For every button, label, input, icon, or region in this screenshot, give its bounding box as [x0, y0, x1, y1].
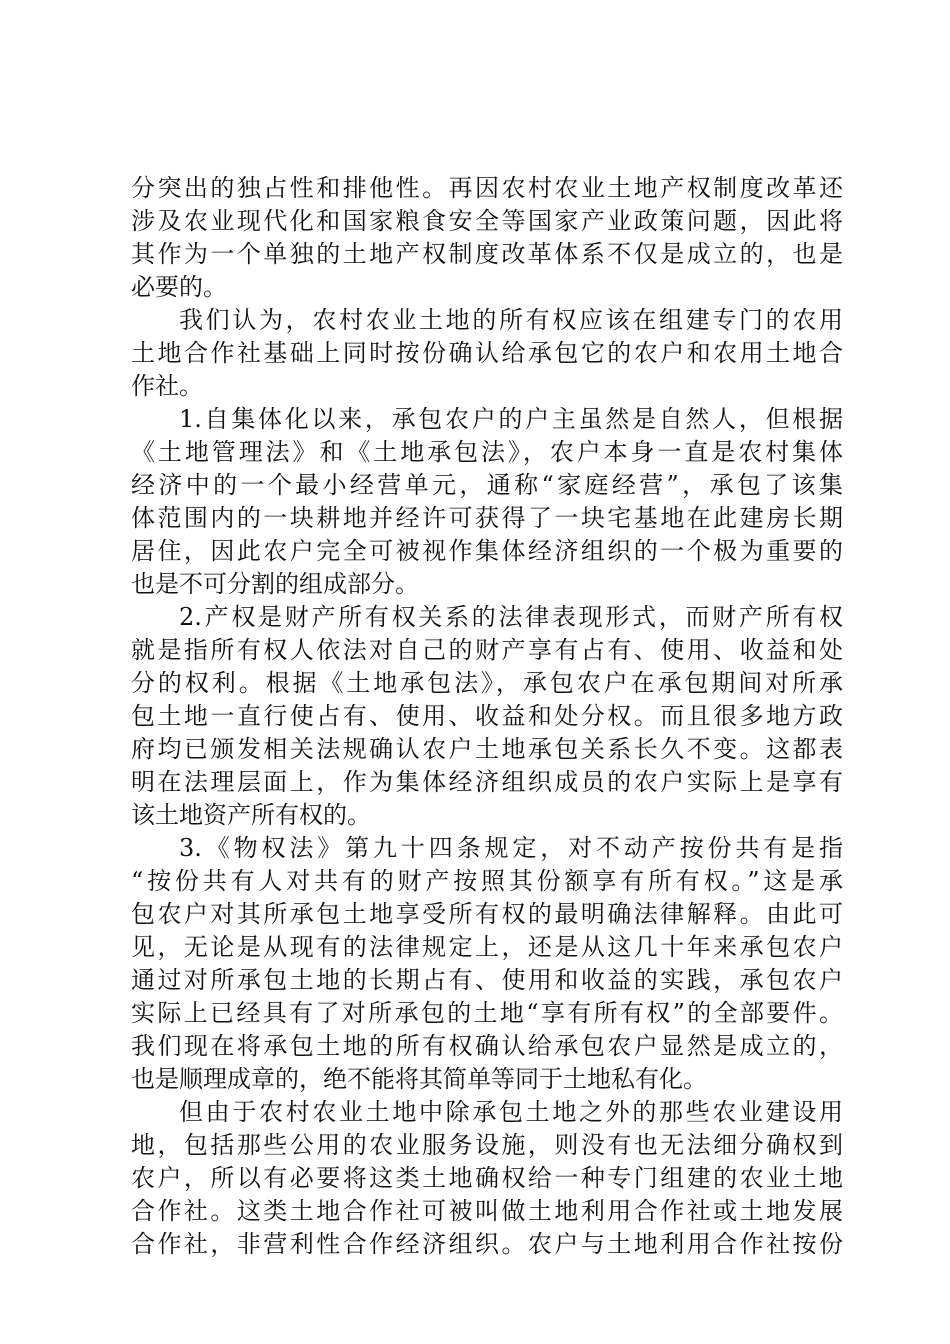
text-line: 我们认为，农村农业土地的所有权应该在组建专门的农用: [179, 306, 843, 334]
paragraph: [131, 403, 843, 601]
text-line: 必要的。: [131, 273, 227, 301]
paragraph: [131, 1096, 843, 1261]
text-line: “按份共有人对共有的财产按照其份额享有所有权。”这是承: [131, 867, 843, 895]
text-line: 该土地资产所有权的。: [131, 801, 371, 829]
text-line: 见，无论是从现有的法律规定上，还是从这几十年来承包农户: [131, 933, 843, 961]
text-line: 包土地一直行使占有、使用、收益和处分权。而且很多地方政: [131, 702, 843, 730]
text-line: 实际上已经具有了对所承包的土地“享有所有权”的全部要件。: [131, 999, 843, 1027]
text-line: 居住，因此农户完全可被视作集体经济组织的一个极为重要的: [131, 537, 843, 565]
paragraph: [131, 304, 843, 403]
text-line: 就是指所有权人依法对自己的财产享有占有、使用、收益和处: [131, 636, 843, 664]
text-line: 明在法理层面上，作为集体经济组织成员的农户实际上是享有: [131, 768, 843, 796]
text-line: 2.产权是财产所有权关系的法律表现形式，而财产所有权: [179, 603, 843, 631]
text-line: 1.自集体化以来，承包农户的户主虽然是自然人，但根据: [179, 405, 843, 433]
body-text: [131, 172, 843, 1261]
text-line: 我们现在将承包土地的所有权确认给承包农户显然是成立的，: [131, 1032, 843, 1060]
text-line: 地，包括那些公用的农业服务设施，则没有也无法细分确权到: [131, 1131, 843, 1159]
text-line: 体范围内的一块耕地并经许可获得了一块宅基地在此建房长期: [131, 504, 843, 532]
text-line: 分突出的独占性和排他性。再因农村农业土地产权制度改革还: [131, 174, 843, 202]
text-line: 合作社，非营利性合作经济组织。农户与土地利用合作社按份: [131, 1230, 843, 1258]
text-line: 也是顺理成章的，绝不能将其简单等同于土地私有化。: [131, 1065, 707, 1093]
text-line: 合作社。这类土地合作社可被叫做土地利用合作社或土地发展: [131, 1197, 843, 1225]
paragraph: [131, 172, 843, 304]
paragraph: [131, 832, 843, 1096]
paragraph: [131, 601, 843, 832]
text-line: 《土地管理法》和《土地承包法》，农户本身一直是农村集体: [131, 438, 843, 466]
text-line: 涉及农业现代化和国家粮食安全等国家产业政策问题，因此将: [131, 207, 843, 235]
text-line: 其作为一个单独的土地产权制度改革体系不仅是成立的，也是: [131, 240, 843, 268]
text-line: 作社。: [131, 372, 203, 400]
text-line: 通过对所承包土地的长期占有、使用和收益的实践，承包农户: [131, 966, 843, 994]
text-line: 经济中的一个最小经营单元，通称“家庭经营”，承包了该集: [131, 471, 843, 499]
text-line: 农户，所以有必要将这类土地确权给一种专门组建的农业土地: [131, 1164, 843, 1192]
text-line: 分的权利。根据《土地承包法》，承包农户在承包期间对所承: [131, 669, 843, 697]
text-line: 府均已颁发相关法规确认农户土地承包关系长久不变。这都表: [131, 735, 843, 763]
text-line: 包农户对其所承包土地享受所有权的最明确法律解释。由此可: [131, 900, 843, 928]
text-line: 3.《物权法》第九十四条规定，对不动产按份共有是指: [179, 834, 843, 862]
text-line: 但由于农村农业土地中除承包土地之外的那些农业建设用: [179, 1098, 843, 1126]
text-line: 土地合作社基础上同时按份确认给承包它的农户和农用土地合: [131, 339, 843, 367]
text-line: 也是不可分割的组成部分。: [131, 570, 419, 598]
